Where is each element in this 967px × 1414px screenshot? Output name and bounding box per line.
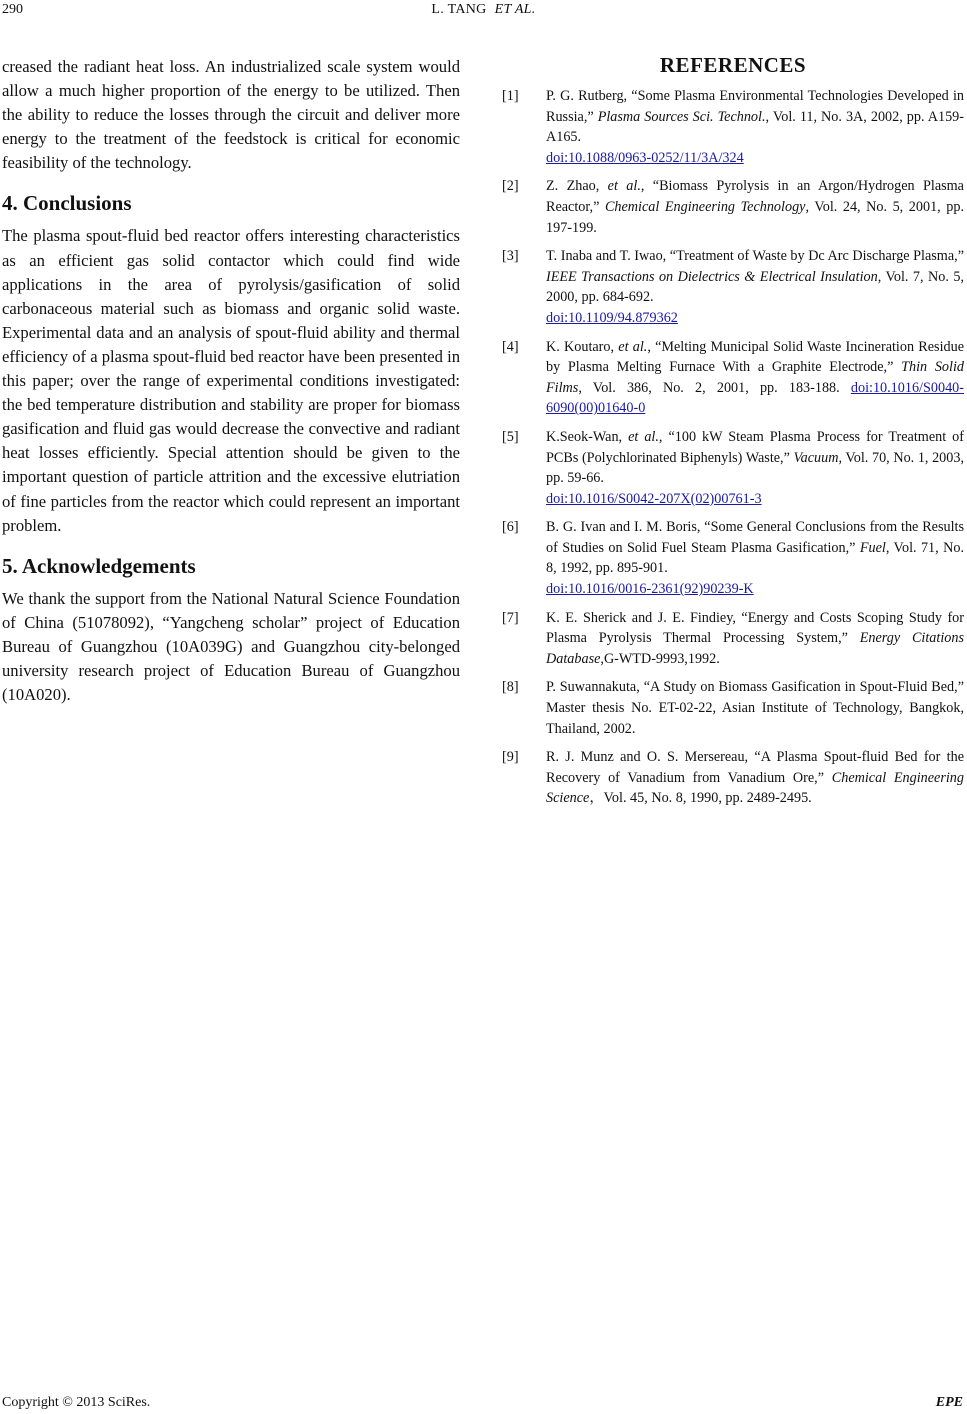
running-head-etal: ET AL. xyxy=(494,2,536,17)
reference-venue: Chemical Engineering Technology xyxy=(604,198,806,215)
reference-details: Vol. 70, No. 1, 2003, pp. 59-66. xyxy=(546,449,964,487)
reference-venue: Thin Solid Films xyxy=(546,359,964,396)
reference-number: [8] xyxy=(502,679,519,696)
conclusions-paragraph: The plasma spout-fluid bed reactor offers interesting characteristics as an efficient gas solid contactor which could find wide applications in the area of pyrolysis/gasification of solid carbonaceous material such as biomass and organic solid waste. Experimental data and an analysis of spout-fluid ability and thermal efficiency of a plasma spout-fluid bed reactor have been presented in this paper; over the range of experimental conditions investigated: the bed temperature distribution and stability are proper for biomass gasification and fluid gas would decrease the convective and radiant heat losses efficiently. Special attention should be given to the important question of particle attrition and the excessive elutriation of fine particles from the reactor which could represent an important problem. xyxy=(2,226,460,535)
reference-authors-title: K. E. Sherick and J. E. Findiey, “Energy and Costs Scoping Study for Plasma Pyrolysis Thermal Processing System,” xyxy=(546,609,964,647)
reference-authors-title: R. J. Munz and O. S. Mersereau, “A Plasma Spout-fluid Bed for the Recovery of Vanadium from Vanadium Ore,” xyxy=(546,749,964,786)
running-head-authors: L. TANG xyxy=(431,2,487,17)
acknowledgements-heading: 5. Acknowledgements xyxy=(2,553,196,578)
reference-authors-title: T. Inaba and T. Iwao, “Treatment of Waste by Dc Arc Discharge Plasma,” xyxy=(546,248,964,265)
reference-text xyxy=(546,427,964,509)
references-title: REFERENCES xyxy=(659,53,807,77)
reference-text xyxy=(546,517,964,599)
reference-number: [4] xyxy=(502,338,519,355)
reference-item xyxy=(502,86,964,168)
reference-list xyxy=(502,86,964,809)
reference-text xyxy=(546,608,964,670)
journal-abbreviation: EPE xyxy=(935,1395,963,1410)
acknowledgements-paragraph: We thank the support from the National Natural Science Foundation of China (51078092), “Yangcheng scholar” project of Education Bureau of Guangzhou (10A039G) and Guangzhou city-belonged university research project of Education Bureau of Guangzhou (10A020). xyxy=(2,588,460,705)
reference-venue: IEEE Transactions on Dielectrics & Electrical Insulation xyxy=(546,268,878,285)
reference-item xyxy=(502,677,964,739)
running-head xyxy=(0,2,967,18)
reference-number: [2] xyxy=(502,178,519,195)
reference-text xyxy=(546,176,964,238)
reference-item xyxy=(502,608,964,670)
reference-number: [7] xyxy=(502,609,519,626)
reference-venue: Energy Citations Database xyxy=(546,630,964,667)
reference-venue: Plasma Sources Sci. Technol. xyxy=(597,108,766,125)
reference-item xyxy=(502,747,964,809)
reference-number: [6] xyxy=(502,519,519,536)
reference-details: , Vol. 7, No. 5, 2000, pp. 684-692. xyxy=(546,268,964,306)
reference-et-al: et al., xyxy=(628,428,663,445)
reference-doi-link[interactable]: doi:10.1016/0016-2361(92)90239-K xyxy=(546,581,754,598)
reference-details: , Vol. 386, No. 2, 2001, pp. 183-188. xyxy=(578,379,851,396)
page-header xyxy=(0,2,967,24)
reference-authors-title: K. Koutaro, xyxy=(546,338,619,355)
reference-title: “100 kW Steam Plasma Process for Treatment of PCBs (Polychlorinated Biphenyls) Waste,” xyxy=(546,428,964,466)
reference-doi-link[interactable]: doi:10.1088/0963-0252/11/3A/324 xyxy=(546,149,744,166)
reference-item xyxy=(502,427,964,509)
reference-text xyxy=(546,747,964,809)
conclusions-heading: 4. Conclusions xyxy=(2,191,132,216)
page-number: 290 xyxy=(2,2,23,17)
left-column xyxy=(2,55,460,707)
reference-et-al: et al. xyxy=(607,178,641,195)
reference-details: ,G-WTD-9993,1992. xyxy=(600,650,720,667)
reference-venue: Fuel xyxy=(859,539,886,556)
reference-item xyxy=(502,517,964,599)
reference-text xyxy=(546,677,964,739)
intro-paragraph: creased the radiant heat loss. An industrialized scale system would allow a much higher proportion of the energy to be utilized. Then the ability to reduce the losses through the circuit and deliver more energy to the treatment of the feedstock is critical for economic feasibility of the technology. xyxy=(2,57,460,173)
reference-text xyxy=(546,86,964,168)
reference-authors-title: K.Seok-Wan, xyxy=(546,428,629,445)
reference-et-al: et al. xyxy=(618,338,648,355)
reference-item xyxy=(502,246,964,328)
reference-doi-link[interactable]: doi:10.1109/94.879362 xyxy=(546,309,678,326)
reference-number: [3] xyxy=(502,248,519,265)
reference-number: [9] xyxy=(502,749,519,766)
reference-doi-link[interactable]: doi:10.1016/S0042-207X(02)00761-3 xyxy=(546,490,762,507)
copyright-notice: Copyright © 2013 SciRes. xyxy=(2,1395,151,1410)
reference-details: , Vol. 11, No. 3A, 2002, pp. A159-A165. xyxy=(546,108,964,146)
reference-text xyxy=(546,337,964,419)
reference-title: , “Melting Municipal Solid Waste Incineration Residue by Plasma Melting Furnace With a Graphite Electrode,” xyxy=(546,338,964,376)
reference-item xyxy=(502,337,964,419)
reference-text xyxy=(546,246,964,328)
references-column xyxy=(502,52,964,817)
reference-doi-link[interactable]: doi:10.1016/S0040-6090(00)01640-0 xyxy=(546,379,964,417)
reference-venue: Chemical Engineering Science xyxy=(546,769,964,807)
reference-title: , “Biomass Pyrolysis in an Argon/Hydrogen Plasma Reactor,” xyxy=(546,178,964,215)
reference-authors-title: P. Suwannakuta, “A Study on Biomass Gasification in Spout-Fluid Bed,” Master thesis No. ET-02-22, Asian Institute of Technology, Bangkok, Thailand, 2002. xyxy=(546,679,964,737)
reference-details: , Vol. 71, No. 8, 1992, pp. 895-901. xyxy=(546,539,964,577)
reference-authors-title: P. G. Rutberg, “Some Plasma Environmental Technologies Developed in Russia,” xyxy=(546,88,964,125)
reference-details: ，Vol. 45, No. 8, 1990, pp. 2489-2495. xyxy=(589,790,812,807)
reference-item xyxy=(502,176,964,238)
reference-number: [5] xyxy=(502,428,519,445)
reference-authors-title: Z. Zhao, xyxy=(546,178,608,195)
reference-authors-title: B. G. Ivan and I. M. Boris, “Some General Conclusions from the Results of Studies on Solid Fuel Steam Plasma Gasification,” xyxy=(546,519,964,556)
reference-details: , Vol. 24, No. 5, 2001, pp. 197-199. xyxy=(546,198,964,236)
reference-number: [1] xyxy=(502,88,519,104)
reference-venue: Vacuum, xyxy=(793,449,842,466)
